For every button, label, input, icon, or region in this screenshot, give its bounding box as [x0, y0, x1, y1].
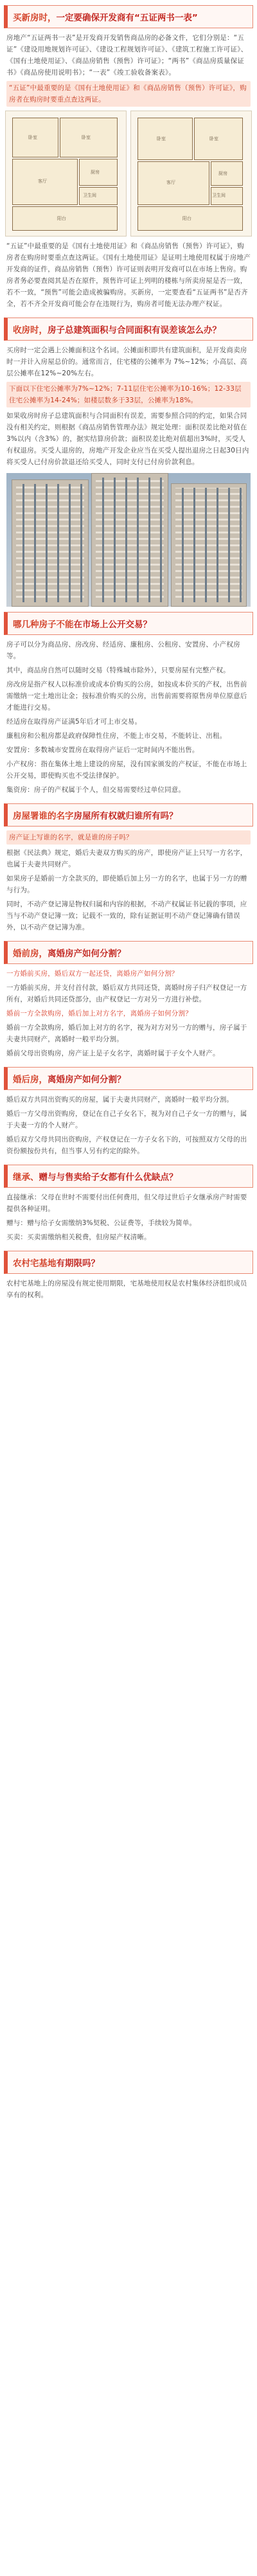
floor-plan-left — [5, 111, 127, 237]
room-label: 卧室 — [28, 135, 37, 140]
section-title-prefix: 哪几种房子不能 — [13, 620, 74, 630]
section-header-8 — [4, 1251, 253, 1274]
room-label: 阳台 — [182, 216, 191, 221]
section-header-5 — [4, 941, 253, 964]
room-label: 阳台 — [57, 216, 66, 221]
section-title: 有期限吗？ — [56, 1258, 100, 1269]
section-header-2 — [4, 318, 253, 341]
paragraph: 同时，不动产登记簿是物权归属和内容的根据，不动产权属证书记载的事项，应当与不动产登记簿一致；记载不一致的，除有证据证明不动产登记簿确有错误外，以不动产登记簿为准。 — [6, 900, 247, 931]
floor-plans — [5, 111, 252, 237]
section-header-6 — [4, 1067, 253, 1090]
section-body-1b — [6, 240, 251, 310]
section-title: 离婚房产如何分割？ — [48, 949, 126, 959]
paragraph: 如果收房时房子总建筑面积与合同面积有误差，需要参照合同的约定，如果合同没有相关约定，则根据《商品房销售管理办法》规定处理：面积误差比绝对值在3%以内（含3%）的，据实结算房价款；面积误差比绝对值超出3%时，买受人有权退房。买受人退房的，房地产开发企业应当在买受人提出退房之日起30日内将买受人已付房价款退还给买受人，同时支付已付房价款利息。 — [6, 412, 249, 466]
paragraph: “五证”中最重要的是《国有土地使用证》和《商品房销售（预售）许可证》，购房者在购房时要重点查这两证。《国有土地使用证》是证明土地使用权属于房地产开发商的证件，商品房销售（预售）许可证则表明开发商可以在市场上售房。购房者务必要查阅其是否在原件，预售许可证上列明的楼栋与所卖房屋是否一致，若不一致，“预售”可能会造成被骗购房。买新房，一定要查看“五证两书”是否齐全，若不齐全开发商可能会存在违规行为，购房者可能无法办理产权证。 — [6, 242, 251, 308]
section-header-4 — [4, 803, 253, 827]
room-label: 客厅 — [38, 179, 47, 184]
paragraph: 婚后一方父母出资购房，登记在自己子女名下，视为对自己子女一方的赠与，属于夫妻一方的个人财产。 — [6, 1110, 247, 1129]
section-title-prefix: 收房时， — [13, 325, 48, 335]
paragraph: 婚后双方共同出资购买的房屋，属于夫妻共同财产，离婚时一般平均分割。 — [6, 1096, 234, 1104]
paragraph: 婚后双方父母共同出资购房，产权登记在一方子女名下的，可按照双方父母的出资份额按份共有，但当事人另有约定的除外。 — [6, 1136, 247, 1155]
highlight-box: “五证”中最重要的是《国有土地使用证》和《商品房销售（预售）许可证》，购房者在购房时要重点查这两证。 — [6, 81, 251, 107]
section-body-1 — [6, 32, 251, 107]
section-title-prefix: 房屋署谁的名字 — [13, 811, 74, 821]
room-label: 客厅 — [166, 180, 175, 185]
section-title: 离婚房产如何分割？ — [48, 1075, 126, 1085]
room-label: 厨房 — [91, 170, 100, 175]
section-title-prefix: 买新房时， — [13, 13, 57, 23]
section-body-6 — [6, 1094, 251, 1157]
paragraph: 集资房：房子的产权属于个人，但交易需要经过单位同意。 — [6, 786, 186, 794]
section-title: 一定要确保开发商有“五证两书一表” — [56, 13, 198, 23]
section-header-3 — [4, 612, 253, 635]
paragraph: 直接继承：父母在世时不需要付出任何费用，但父母过世后子女继承房产时需要提供各种证明。 — [6, 1194, 247, 1213]
building-photo — [6, 473, 251, 607]
paragraph: 房子可以分为商品房、房改房、经适房、廉租房、公租房、安置房、小产权房等。 — [6, 641, 240, 660]
section-body-4 — [6, 830, 251, 933]
room-label: 卧室 — [82, 135, 91, 140]
paragraph: 安置房：多数城市安置房在取得房产证后一定时间内不能出售。 — [6, 746, 199, 754]
room-label: 卧室 — [209, 136, 218, 141]
section-title-prefix: 婚前房， — [13, 949, 48, 959]
paragraph: 廉租房和公租房都是政府保障性住房，不能上市交易，不能转让、出租。 — [6, 732, 227, 740]
sub-question: 一方婚前买房，婚后双方一起还贷，离婚房产如何分割？ — [6, 970, 179, 978]
paragraph: 如果房子是婚前一方全款买的，即使婚后加上另一方的名字，也属于另一方的赠与行为。 — [6, 875, 247, 894]
section-header-1 — [4, 5, 253, 28]
section-title: 赠与与售卖给子女都有什么优缺点？ — [39, 1172, 178, 1183]
section-body-5 — [6, 968, 251, 1059]
section-body-8 — [6, 1278, 251, 1301]
section-title: 房子总建筑面积与合同面积有误差该怎么办？ — [48, 325, 221, 335]
section-title-prefix: 继承、 — [13, 1172, 39, 1183]
section-title-prefix: 农村宅基地 — [13, 1258, 57, 1269]
room-label: 卫生间 — [212, 193, 226, 198]
room-label: 卫生间 — [83, 193, 96, 198]
section-title-prefix: 婚后房， — [13, 1075, 48, 1085]
paragraph: 其中，商品房自然可以随时交易（特殊城市除外），只要房屋有完整产权。 — [6, 666, 230, 674]
paragraph: 买卖：买卖需缴纳相关税费，但房屋产权清晰。 — [6, 1233, 151, 1241]
section-title: 在市场上公开交易？ — [73, 620, 152, 630]
paragraph: 赠与：赠与给子女需缴纳3%契税、公证费等，手续较为简单。 — [6, 1219, 197, 1227]
section-body-7 — [6, 1192, 251, 1243]
highlight-box: 房产证上写谁的名字，就是谁的房子吗？ — [6, 830, 251, 845]
section-title: 房屋所有权就归谁所有吗？ — [73, 811, 178, 821]
section-body-2 — [6, 344, 251, 468]
section-body-3 — [6, 639, 251, 796]
section-header-7 — [4, 1165, 253, 1188]
paragraph: 婚前父母出资购房，房产证上是子女名字，离婚时属于子女个人财产。 — [6, 1050, 220, 1057]
paragraph: 买房时一定会遇上公摊面积这个名词。公摊面积即共有建筑面积，是开发商卖房时一并计入房屋总价的。通常而言，住宅楼的公摊率为 7%~12%；小高层、高层公摊率在12%~20%左右。 — [6, 346, 247, 377]
paragraph: 房地产“五证两书一表”是开发商开发销售商品房的必备文件，它们分别是：“五证”《建设用地规划许可证》、《建设工程规划许可证》、《建筑工程施工许可证》、《国有土地使用证》、《商品房销售（预售）许可证》；“两书”《商品房质量保证书》《商品房使用说明书》；“一表”《竣工验收备案表》。 — [6, 34, 248, 76]
sub-question: 婚前一方全款购房，婚后加上对方名字，离婚房子如何分割？ — [6, 1010, 192, 1017]
room-label: 卧室 — [157, 136, 166, 141]
paragraph: 根据《民法典》规定，婚后夫妻双方购买的房产，即使房产证上只写一方名字，也属于夫妻共同财产。 — [6, 849, 247, 868]
paragraph: 婚前一方全款购房，婚后加上对方的名字，视为对方对另一方的赠与，房子属于夫妻共同财产，离婚时一般平均分割。 — [6, 1024, 247, 1043]
paragraph: 农村宅基地上的房屋没有规定使用期限，宅基地使用权是农村集体经济组织成员享有的权利。 — [6, 1280, 247, 1299]
paragraph: 小产权房：指在集体土地上建设的房屋，没有国家颁发的产权证，不能在市场上公开交易，即使购买也不受法律保护。 — [6, 760, 247, 780]
paragraph: 经适房在取得房产证满5年后才可上市交易。 — [6, 718, 142, 726]
paragraph: 房改房是指产权人以标准价或成本价购买的公房，如按成本价买的产权，出售前需缴纳一定土地出让金；按标准价购买的公房，出售前需要将原售房单位原意后才能进行交易。 — [6, 681, 247, 711]
floor-plan-right — [130, 111, 252, 237]
room-label: 厨房 — [218, 171, 227, 176]
highlight-box: 下面以下住宅公摊率为7%~12%；7-11层住宅公摊率为10-16%；12-33层住宅公摊率为14-24%；如楼层数多于33层，公摊率为18%。 — [6, 382, 251, 407]
paragraph: 一方婚前买房，并支付首付款，婚后双方共同还贷，离婚时房子归产权登记一方所有，对婚后共同还贷部分，由产权登记一方对另一方进行补偿。 — [6, 984, 247, 1003]
